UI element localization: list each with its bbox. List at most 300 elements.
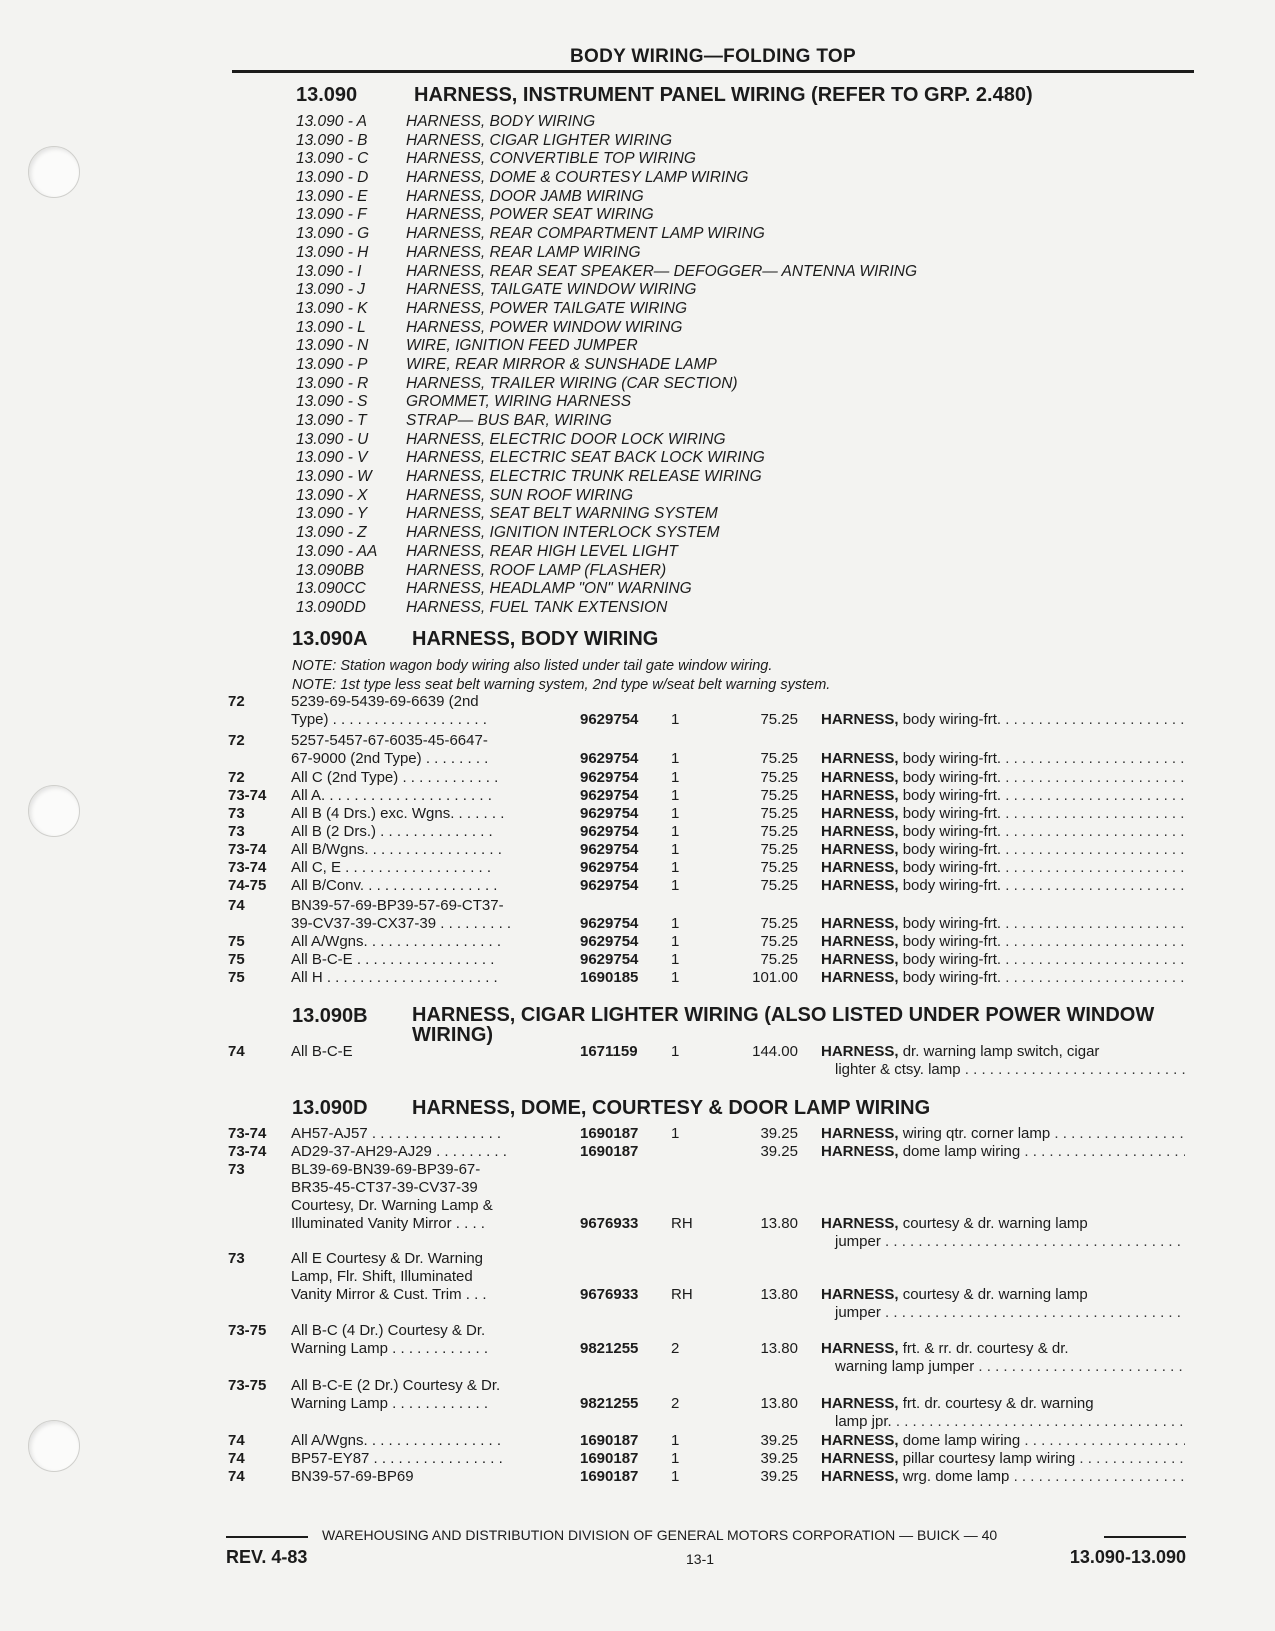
sub-item-code: 13.090 - T	[296, 412, 367, 429]
sub-item-code: 13.090 - P	[296, 355, 368, 373]
sub-item-code: 13.090 - C	[296, 150, 369, 168]
sub-item	[296, 431, 917, 450]
model-year: 73	[228, 805, 245, 822]
description-line	[821, 1061, 1185, 1079]
description-text: body wiring-frt.	[902, 711, 1002, 728]
description-line	[821, 823, 1185, 841]
model-application	[291, 1377, 561, 1413]
description-keyword: HARNESS,	[821, 1043, 899, 1060]
quantity: 2	[671, 1395, 680, 1412]
description-text: body wiring-frt.	[902, 933, 1002, 950]
description-line	[821, 1413, 1185, 1431]
sub-item	[296, 356, 917, 375]
sub-item	[296, 188, 917, 207]
sub-item-title: HARNESS, BODY WIRING	[406, 113, 596, 130]
model-application	[291, 1125, 561, 1143]
description-keyword: HARNESS,	[821, 933, 899, 950]
footer-rule-left	[226, 1536, 308, 1538]
model-application	[291, 933, 561, 951]
part-description	[821, 969, 1185, 987]
model-application	[291, 805, 561, 823]
model-year: 72	[228, 769, 245, 786]
quantity: 1	[671, 933, 680, 950]
price: 75.25	[760, 711, 798, 728]
section-title-text: HARNESS, CIGAR LIGHTER WIRING (ALSO LISTED UNDER POWER WINDOW WIRING)	[412, 1004, 1155, 1046]
quantity: 1	[671, 750, 680, 767]
part-number: 1690187	[580, 1468, 639, 1485]
model-line: All B (4 Drs.) exc. Wgns. . . . . . .	[291, 805, 505, 822]
part-description	[821, 1432, 1185, 1450]
part-description	[821, 1395, 1185, 1431]
part-description	[821, 1143, 1185, 1161]
model-line: 39-CV37-39-CX37-39 . . . . . . . . .	[291, 915, 512, 932]
sub-item-code: 13.090 - Y	[296, 505, 368, 523]
part-number: 9629754	[580, 951, 639, 968]
sub-item	[296, 206, 917, 225]
section-note: NOTE: Station wagon body wiring also listed under tail gate window wiring.	[292, 658, 773, 674]
description-line	[821, 1468, 1185, 1486]
model-year: 73	[228, 1250, 245, 1267]
description-text: body wiring-frt.	[902, 841, 1002, 858]
sub-item	[296, 300, 917, 319]
sub-item	[296, 468, 917, 487]
description-text: body wiring-frt.	[902, 823, 1002, 840]
part-number: 9629754	[580, 841, 639, 858]
model-application	[291, 1250, 561, 1304]
description-text: body wiring-frt.	[902, 769, 1002, 786]
part-description	[821, 1215, 1185, 1251]
description-text: warning lamp jumper	[835, 1358, 975, 1375]
part-number: 1690187	[580, 1125, 639, 1142]
quantity: 1	[671, 1125, 680, 1142]
description-keyword: HARNESS,	[821, 859, 899, 876]
part-number: 9629754	[580, 769, 639, 786]
description-text: dr. warning lamp switch, cigar	[902, 1043, 1100, 1060]
part-description	[821, 877, 1185, 895]
model-line: 5257-5457-67-6035-45-6647-	[291, 732, 488, 749]
description-text: body wiring-frt.	[902, 915, 1002, 932]
description-text: body wiring-frt.	[902, 750, 1002, 767]
model-application	[291, 897, 561, 933]
part-description	[821, 841, 1185, 859]
model-year: 73-74	[228, 787, 267, 804]
price: 75.25	[760, 933, 798, 950]
header-rule	[232, 70, 1194, 73]
sub-item-code: 13.090DD	[296, 598, 366, 616]
sub-item	[296, 580, 917, 599]
description-line	[821, 1043, 1185, 1061]
model-line: BP57-EY87 . . . . . . . . . . . . . . . .	[291, 1450, 503, 1467]
price: 75.25	[760, 823, 798, 840]
sub-item-title: HARNESS, DOME & COURTESY LAMP WIRING	[406, 169, 749, 187]
sub-item-code: 13.090 - X	[296, 486, 368, 504]
part-description	[821, 951, 1185, 969]
sub-item	[296, 599, 917, 618]
model-application	[291, 1043, 561, 1061]
sub-item-title: HARNESS, REAR LAMP WIRING	[406, 243, 641, 261]
footer-division-line: WAREHOUSING AND DISTRIBUTION DIVISION OF GENERAL MOTORS CORPORATION — BUICK — 40	[322, 1527, 998, 1543]
sub-item	[296, 543, 917, 562]
model-line: Illuminated Vanity Mirror . . . .	[291, 1215, 485, 1232]
description-keyword: HARNESS,	[821, 1395, 899, 1412]
part-description	[821, 787, 1185, 805]
sub-item-code: 13.090CC	[296, 580, 366, 598]
model-application	[291, 1432, 561, 1450]
description-line	[821, 915, 1185, 933]
description-keyword: HARNESS,	[821, 969, 899, 986]
model-application	[291, 1468, 561, 1486]
model-year: 75	[228, 933, 245, 950]
model-application	[291, 1161, 561, 1233]
section-number: 13.090A	[292, 628, 368, 650]
binder-hole-bottom	[28, 1420, 80, 1472]
model-line: Vanity Mirror & Cust. Trim . . .	[291, 1286, 487, 1303]
sub-item	[296, 244, 917, 263]
description-line	[821, 1286, 1185, 1304]
sub-item-title: HARNESS, HEADLAMP "ON" WARNING	[406, 580, 692, 598]
sub-item	[296, 281, 917, 300]
part-number: 9629754	[580, 750, 639, 767]
description-line	[821, 1358, 1185, 1376]
part-number: 1690185	[580, 969, 639, 986]
model-application	[291, 859, 561, 877]
model-application	[291, 1322, 561, 1358]
sub-item-code: 13.090 - W	[296, 468, 372, 486]
description-keyword: HARNESS,	[821, 841, 899, 858]
sub-item-title: HARNESS, FUEL TANK EXTENSION	[406, 598, 668, 616]
sub-item-code: 13.090 - U	[296, 430, 369, 448]
description-text: wiring qtr. corner lamp	[902, 1125, 1051, 1142]
model-application	[291, 823, 561, 841]
part-number: 9629754	[580, 933, 639, 950]
model-year: 73-74	[228, 1143, 267, 1160]
model-line: All B-C-E	[291, 1043, 353, 1060]
description-line	[821, 769, 1185, 787]
price: 75.25	[760, 915, 798, 932]
sub-item	[296, 113, 917, 132]
sub-item	[296, 169, 917, 188]
description-keyword: HARNESS,	[821, 951, 899, 968]
sub-item	[296, 150, 917, 169]
sub-item	[296, 132, 917, 151]
quantity: 1	[671, 1468, 680, 1485]
description-line	[821, 805, 1185, 823]
sub-item-code: 13.090 - G	[296, 225, 370, 243]
part-description	[821, 859, 1185, 877]
sub-item-title: HARNESS, TAILGATE WINDOW WIRING	[406, 281, 697, 299]
sub-item-title: HARNESS, TRAILER WIRING (CAR SECTION)	[406, 374, 738, 392]
description-keyword: HARNESS,	[821, 1125, 899, 1142]
part-description	[821, 933, 1185, 951]
model-year: 73-74	[228, 1125, 267, 1142]
part-number: 9629754	[580, 859, 639, 876]
part-description	[821, 915, 1185, 933]
part-description	[821, 1043, 1185, 1079]
model-line: Lamp, Flr. Shift, Illuminated	[291, 1268, 473, 1285]
footer-rule-right	[1104, 1536, 1186, 1538]
description-text: frt. & rr. dr. courtesy & dr.	[902, 1340, 1069, 1357]
description-text: frt. dr. courtesy & dr. warning	[902, 1395, 1094, 1412]
description-keyword: HARNESS,	[821, 1143, 899, 1160]
footer-page-number: 13-1	[686, 1551, 715, 1567]
sub-item-code: 13.090 - N	[296, 337, 369, 355]
quantity: 1	[671, 1043, 680, 1060]
model-application	[291, 841, 561, 859]
description-line	[821, 1340, 1185, 1358]
model-application	[291, 693, 561, 729]
part-description	[821, 823, 1185, 841]
description-text: body wiring-frt.	[902, 787, 1002, 804]
model-line: All B/Wgns. . . . . . . . . . . . . . . . .	[291, 841, 502, 858]
price: 75.25	[760, 805, 798, 822]
quantity: RH	[671, 1215, 693, 1232]
sub-item-code: 13.090 - K	[296, 299, 368, 317]
description-text: courtesy & dr. warning lamp	[902, 1286, 1088, 1303]
sub-item-title: HARNESS, CONVERTIBLE TOP WIRING	[406, 150, 696, 168]
part-number: 9629754	[580, 877, 639, 894]
description-keyword: HARNESS,	[821, 1286, 899, 1303]
price: 39.25	[760, 1450, 798, 1467]
sub-item-code: 13.090 - L	[296, 318, 366, 336]
sub-item-title: STRAP— BUS BAR, WIRING	[406, 412, 612, 429]
quantity: 1	[671, 1450, 680, 1467]
model-line: Warning Lamp . . . . . . . . . . . .	[291, 1340, 489, 1357]
sub-item-title: HARNESS, ELECTRIC TRUNK RELEASE WIRING	[406, 468, 762, 486]
description-keyword: HARNESS,	[821, 823, 899, 840]
sub-item-code: 13.090 - E	[296, 187, 368, 205]
model-line: All B (2 Drs.) . . . . . . . . . . . . . .	[291, 823, 493, 840]
sub-item-code: 13.090 - H	[296, 243, 369, 261]
model-application	[291, 787, 561, 805]
model-line: AH57-AJ57 . . . . . . . . . . . . . . . .	[291, 1125, 502, 1142]
sub-item	[296, 412, 917, 431]
model-line: BN39-57-69-BP69	[291, 1468, 414, 1485]
model-application	[291, 732, 561, 768]
quantity: 2	[671, 1340, 680, 1357]
model-year: 74-75	[228, 877, 267, 894]
description-keyword: HARNESS,	[821, 805, 899, 822]
quantity: 1	[671, 969, 680, 986]
price: 75.25	[760, 841, 798, 858]
quantity: 1	[671, 1432, 680, 1449]
model-year: 72	[228, 693, 245, 710]
model-year: 73-75	[228, 1377, 267, 1394]
description-text: dome lamp wiring	[902, 1143, 1021, 1160]
part-number: 9821255	[580, 1395, 639, 1412]
part-number: 9629754	[580, 915, 639, 932]
sub-item-title: HARNESS, POWER TAILGATE WIRING	[406, 299, 688, 317]
price: 13.80	[760, 1395, 798, 1412]
price: 75.25	[760, 877, 798, 894]
model-application	[291, 877, 561, 895]
model-year: 73	[228, 823, 245, 840]
model-line: Courtesy, Dr. Warning Lamp &	[291, 1197, 493, 1214]
description-line	[821, 841, 1185, 859]
sub-item-code: 13.090 - F	[296, 206, 367, 224]
binder-hole-top	[28, 146, 80, 198]
description-line	[821, 969, 1185, 987]
model-line: All A/Wgns. . . . . . . . . . . . . . . . .	[291, 1432, 502, 1449]
description-text: jumper	[835, 1304, 881, 1321]
sub-item	[296, 524, 917, 543]
price: 101.00	[752, 969, 798, 986]
description-text: jumper	[835, 1233, 881, 1250]
price: 39.25	[760, 1125, 798, 1142]
description-line	[821, 1304, 1185, 1322]
quantity: 1	[671, 787, 680, 804]
description-text: dome lamp wiring	[902, 1432, 1021, 1449]
description-text: body wiring-frt.	[902, 951, 1002, 968]
sub-item	[296, 225, 917, 244]
description-line	[821, 1215, 1185, 1233]
sub-item-title: HARNESS, ELECTRIC DOOR LOCK WIRING	[406, 430, 726, 448]
model-line: All A. . . . . . . . . . . . . . . . . . . . .	[291, 787, 492, 804]
description-line	[821, 1450, 1185, 1468]
page-header: BODY WIRING—FOLDING TOP	[570, 46, 856, 67]
sub-item-code: 13.090 - J	[296, 281, 365, 299]
model-year: 74	[228, 1468, 245, 1485]
section-title	[292, 1097, 930, 1120]
description-line	[821, 711, 1185, 729]
price: 75.25	[760, 750, 798, 767]
part-description	[821, 1340, 1185, 1376]
model-line: BL39-69-BN39-69-BP39-67-	[291, 1161, 481, 1178]
description-line	[821, 877, 1185, 895]
description-keyword: HARNESS,	[821, 1432, 899, 1449]
sub-item	[296, 449, 917, 468]
quantity: 1	[671, 877, 680, 894]
price: 75.25	[760, 951, 798, 968]
binder-hole-middle	[28, 785, 80, 837]
model-year: 74	[228, 897, 245, 914]
description-line	[821, 1395, 1185, 1413]
group-title-text: HARNESS, INSTRUMENT PANEL WIRING (REFER TO GRP. 2.480)	[414, 84, 1033, 106]
part-number: 9629754	[580, 787, 639, 804]
sub-item	[296, 393, 917, 412]
model-line: AD29-37-AH29-AJ29 . . . . . . . . .	[291, 1143, 507, 1160]
price: 39.25	[760, 1468, 798, 1485]
group-title	[296, 84, 1033, 107]
quantity: 1	[671, 711, 680, 728]
sub-item-title: HARNESS, POWER SEAT WIRING	[406, 206, 654, 224]
description-text: body wiring-frt.	[902, 969, 1002, 986]
part-number: 1690187	[580, 1143, 639, 1160]
description-text: body wiring-frt.	[902, 877, 1002, 894]
description-line	[821, 1125, 1185, 1143]
sub-item	[296, 375, 917, 394]
part-description	[821, 711, 1185, 729]
description-line	[821, 750, 1185, 768]
sub-item-code: 13.090 - V	[296, 449, 368, 467]
model-line: Type) . . . . . . . . . . . . . . . . . . .	[291, 711, 487, 728]
sub-item	[296, 337, 917, 356]
model-application	[291, 951, 561, 969]
part-number: 9629754	[580, 711, 639, 728]
section-number: 13.090B	[292, 1005, 368, 1027]
quantity: 1	[671, 805, 680, 822]
part-number: 9676933	[580, 1286, 639, 1303]
sub-item	[296, 487, 917, 506]
model-year: 73	[228, 1161, 245, 1178]
section-title-text: HARNESS, DOME, COURTESY & DOOR LAMP WIRING	[412, 1097, 931, 1119]
part-number: 9821255	[580, 1340, 639, 1357]
price: 144.00	[752, 1043, 798, 1060]
description-text: lighter & ctsy. lamp	[835, 1061, 961, 1078]
sub-item-title: HARNESS, IGNITION INTERLOCK SYSTEM	[406, 524, 720, 542]
sub-item-title: HARNESS, ELECTRIC SEAT BACK LOCK WIRING	[406, 449, 765, 467]
sub-item-code: 13.090 - I	[296, 262, 362, 280]
quantity: RH	[671, 1286, 693, 1303]
description-line	[821, 1143, 1185, 1161]
model-line: BR35-45-CT37-39-CV37-39	[291, 1179, 478, 1196]
model-year: 75	[228, 969, 245, 986]
section-title	[292, 1004, 1155, 1046]
model-line: BN39-57-69-BP39-57-69-CT37-	[291, 897, 504, 914]
part-description	[821, 1468, 1185, 1486]
sub-item-code: 13.090 - Z	[296, 524, 367, 542]
price: 13.80	[760, 1286, 798, 1303]
model-line: All A/Wgns. . . . . . . . . . . . . . . . .	[291, 933, 502, 950]
sub-item-title: GROMMET, WIRING HARNESS	[406, 393, 632, 411]
description-keyword: HARNESS,	[821, 750, 899, 767]
sub-item-title: HARNESS, DOOR JAMB WIRING	[406, 187, 644, 205]
model-year: 74	[228, 1450, 245, 1467]
sub-item-code: 13.090 - B	[296, 131, 368, 149]
model-year: 74	[228, 1432, 245, 1449]
description-keyword: HARNESS,	[821, 1468, 899, 1485]
model-application	[291, 1143, 561, 1161]
sub-item-title: WIRE, IGNITION FEED JUMPER	[406, 337, 638, 355]
price: 75.25	[760, 769, 798, 786]
part-description	[821, 805, 1185, 823]
description-text: courtesy & dr. warning lamp	[902, 1215, 1088, 1232]
model-line: 67-9000 (2nd Type) . . . . . . . .	[291, 750, 489, 767]
part-description	[821, 1450, 1185, 1468]
description-keyword: HARNESS,	[821, 915, 899, 932]
model-line: All B-C (4 Dr.) Courtesy & Dr.	[291, 1322, 486, 1339]
sub-item-title: HARNESS, SUN ROOF WIRING	[406, 486, 634, 504]
description-line	[821, 787, 1185, 805]
description-text: body wiring-frt.	[902, 805, 1002, 822]
sub-item-list	[296, 113, 917, 618]
description-text: pillar courtesy lamp wiring	[902, 1450, 1076, 1467]
footer-group-range: 13.090-13.090	[1069, 1547, 1186, 1567]
model-application	[291, 969, 561, 987]
description-line	[821, 951, 1185, 969]
sub-item-title: HARNESS, REAR SEAT SPEAKER— DEFOGGER— ANTENNA WIRING	[406, 262, 918, 280]
model-year: 73-74	[228, 841, 267, 858]
price: 13.80	[760, 1215, 798, 1232]
sub-item-title: HARNESS, SEAT BELT WARNING SYSTEM	[406, 505, 718, 523]
quantity: 1	[671, 823, 680, 840]
sub-item-code: 13.090 - R	[296, 374, 369, 392]
model-line: All H . . . . . . . . . . . . . . . . . . . . .	[291, 969, 498, 986]
description-keyword: HARNESS,	[821, 877, 899, 894]
section-note: NOTE: 1st type less seat belt warning system, 2nd type w/seat belt warning system.	[292, 677, 831, 693]
description-text: lamp jpr.	[835, 1413, 892, 1430]
sub-item-code: 13.090BB	[296, 561, 365, 579]
model-line: All B-C-E . . . . . . . . . . . . . . . . .	[291, 951, 495, 968]
model-line: All E Courtesy & Dr. Warning	[291, 1250, 484, 1267]
model-year: 72	[228, 732, 245, 749]
model-line: All B-C-E (2 Dr.) Courtesy & Dr.	[291, 1377, 501, 1394]
part-number: 9629754	[580, 805, 639, 822]
quantity: 1	[671, 859, 680, 876]
sub-item	[296, 562, 917, 581]
sub-item-title: WIRE, REAR MIRROR & SUNSHADE LAMP	[406, 355, 717, 373]
description-line	[821, 1233, 1185, 1251]
description-keyword: HARNESS,	[821, 769, 899, 786]
